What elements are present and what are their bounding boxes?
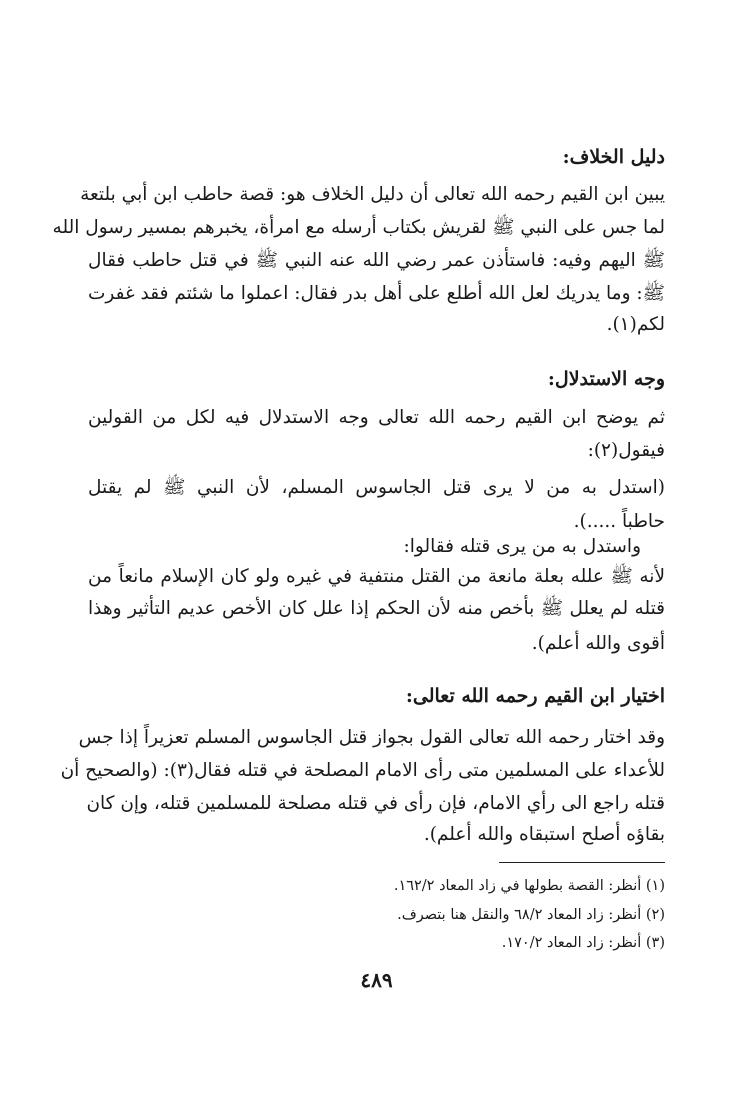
text-line: قتله لم يعلل ﷺ بأخص منه لأن الحكم إذا علل كان الأخص عديم التأثير وهذا <box>88 598 665 619</box>
footnote-2: (٢) أنظر: زاد المعاد ٦٨/٢ والنقل هنا بتصرف. <box>397 907 665 923</box>
text-line: لكم(١). <box>606 314 665 335</box>
text-line: (استدل به من لا يرى قتل الجاسوس المسلم، لأن النبي ﷺ لم يقتل <box>88 477 665 498</box>
text-line: لما جس على النبي ﷺ لقريش بكتاب أرسله مع امرأة، يخبرهم بمسير رسول الله <box>52 217 665 238</box>
section-heading-istidlal: وجه الاستدلال: <box>547 368 665 390</box>
section-heading-khilaf: دليل الخلاف: <box>562 146 665 168</box>
footnote-rule <box>499 862 665 863</box>
text-line: بقاؤه أصلح استبقاه والله أعلم). <box>423 824 665 845</box>
text-line: أقوى والله أعلم). <box>531 633 665 654</box>
text-line: للأعداء على المسلمين متى رأى الامام المصلحة في قتله فقال(٣): (والصحيح أن <box>60 760 665 781</box>
footnote-1: (١) أنظر: القصة بطولها في زاد المعاد ١٦٢/٢. <box>393 878 665 894</box>
text-line: ثم يوضح ابن القيم رحمه الله تعالى وجه الاستدلال فيه لكل من القولين <box>88 407 665 428</box>
text-line: فيقول(٢): <box>587 440 665 461</box>
footnote-3: (٣) أنظر: زاد المعاد ١٧٠/٢. <box>501 935 665 951</box>
text-line: ﷺ: وما يدريك لعل الله أطلع على أهل بدر فقال: اعملوا ما شئتم فقد غفرت <box>88 283 665 304</box>
text-line: وقد اختار رحمه الله تعالى القول بجواز قتل الجاسوس المسلم تعزيراً إذا جس <box>78 727 665 748</box>
text-line: حاطباً .....). <box>573 511 665 532</box>
text-line: لأنه ﷺ علله بعلة مانعة من القتل منتفية في غيره ولو كان الإسلام مانعاً من <box>88 566 665 587</box>
text-line: يبين ابن القيم رحمه الله تعالى أن دليل الخلاف هو: قصة حاطب ابن أبي بلتعة <box>80 184 665 205</box>
text-line: ﷺ اليهم وفيه: فاستأذن عمر رضي الله عنه النبي ﷺ في قتل حاطب فقال <box>88 250 665 271</box>
text-line: واستدل به من يرى قتله فقالوا: <box>403 536 641 557</box>
text-line: قتله راجع الى رأي الامام، فإن رأى في قتله مصلحة للمسلمين قتله، وإن كان <box>86 793 665 814</box>
page-number: ٤٨٩ <box>360 968 393 992</box>
section-heading-ikhtiyar: اختيار ابن القيم رحمه الله تعالى: <box>405 685 665 707</box>
